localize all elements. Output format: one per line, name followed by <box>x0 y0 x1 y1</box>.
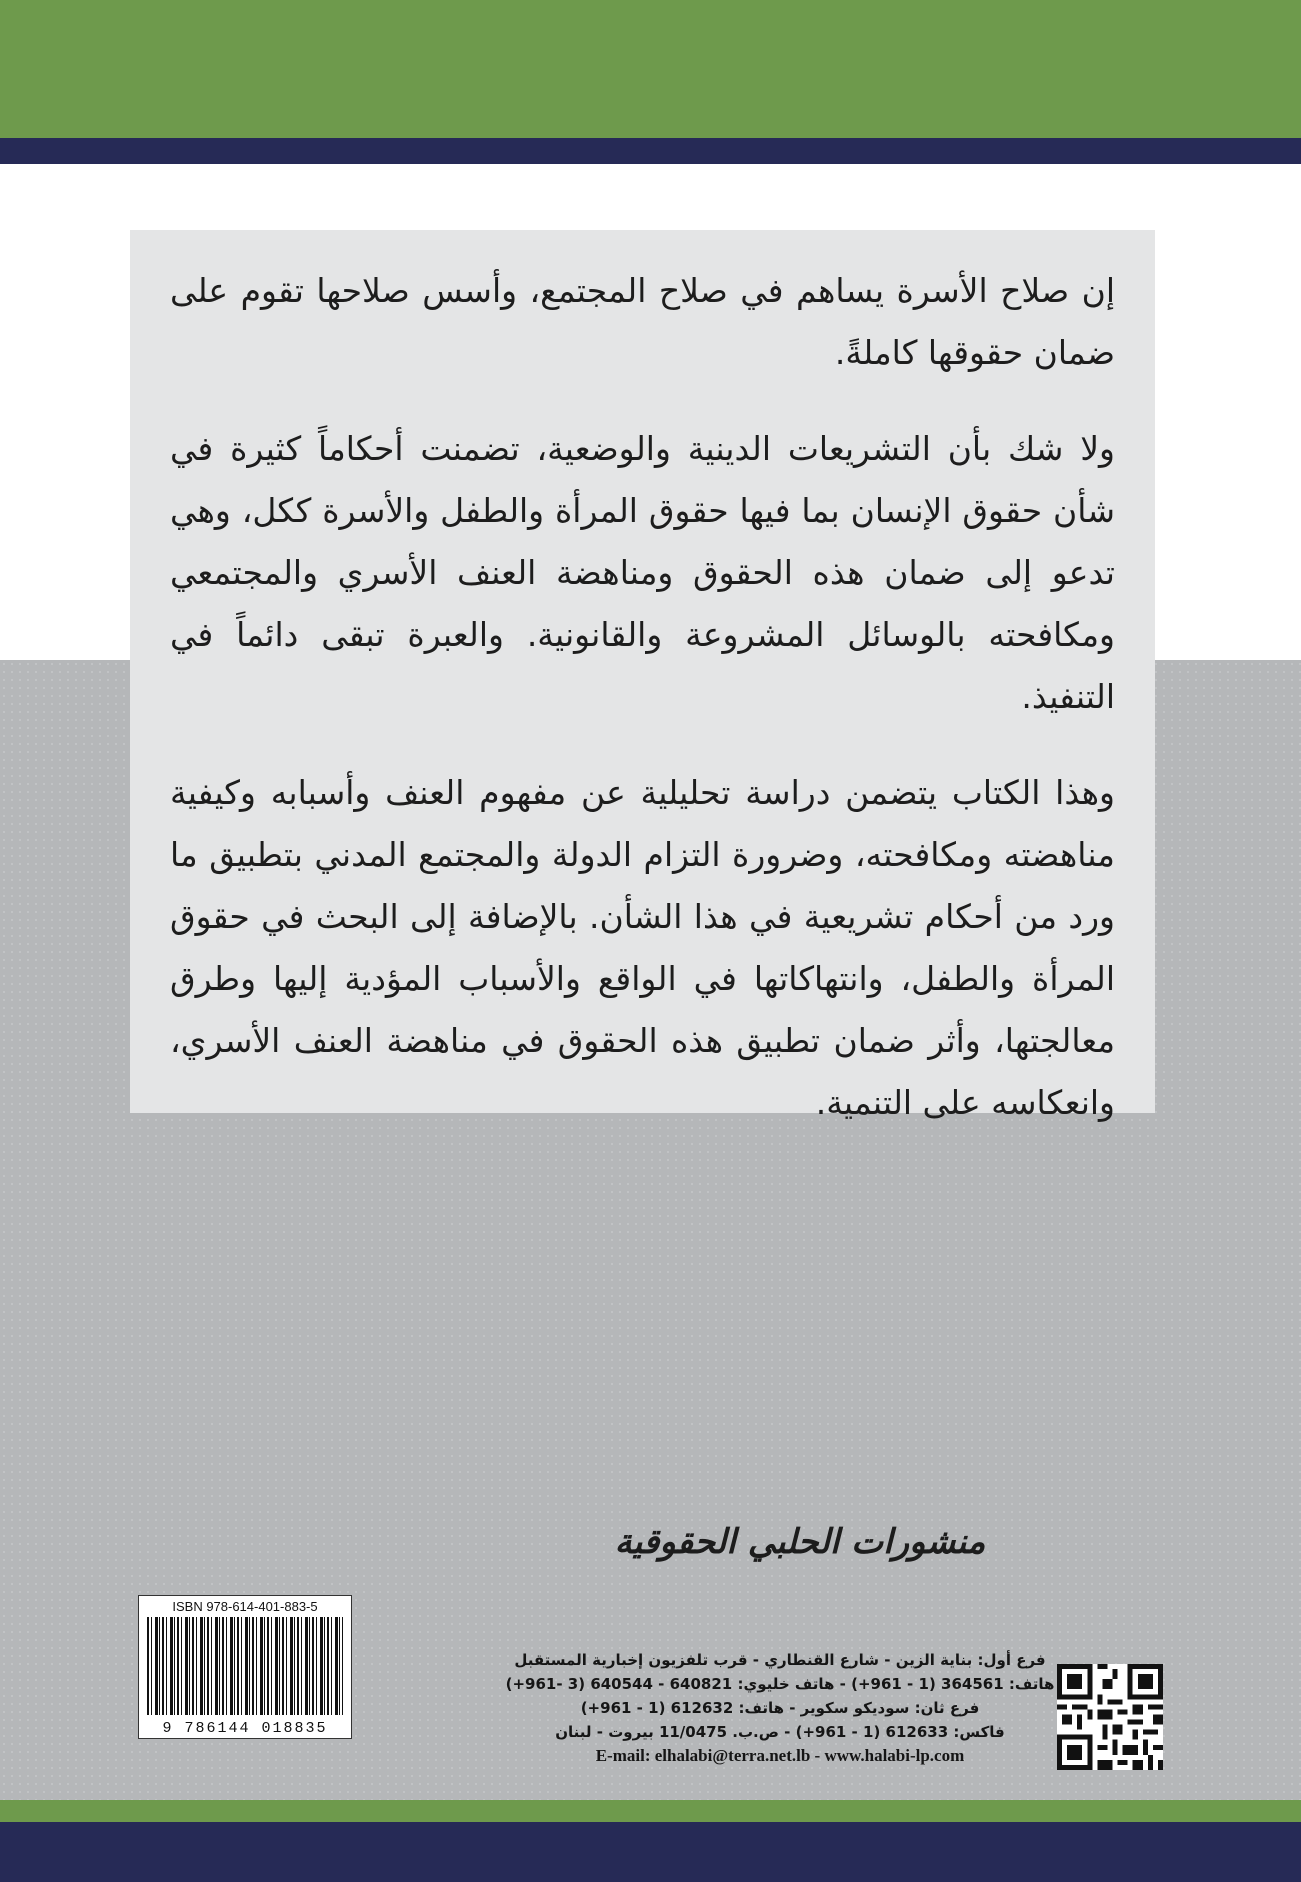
bottom-navy-band <box>0 1822 1301 1882</box>
blurb-paragraph-1: إن صلاح الأسرة يساهم في صلاح المجتمع، وأسس صلاحها تقوم على ضمان حقوقها كاملةً. <box>170 271 1115 372</box>
address-line-phones-1: هاتف: 364561 (1 - 961+) - هاتف خليوي: 640821 - 640544 (3 -961+) <box>505 1675 1055 1693</box>
barcode-number: 9 786144 018835 <box>139 1720 351 1737</box>
blurb-panel <box>130 230 1155 1122</box>
address-line-contact: E-mail: elhalabi@terra.net.lb - www.halabi-lp.com <box>595 1746 965 1765</box>
publisher-address <box>395 1648 1165 1768</box>
publisher-logo: منشورات الحلبي الحقوقية <box>614 1522 986 1562</box>
top-green-band <box>0 0 1301 138</box>
barcode-icon <box>147 1617 343 1715</box>
blurb-paragraph-3: وهذا الكتاب يتضمن دراسة تحليلية عن مفهوم العنف وأسبابه وكيفية مناهضته ومكافحته، وضرورة التزام الدولة والمجتمع المدني بتطبيق ما ورد من أحكام تشريعية في هذا الشأن. بالإضافة إلى البحث في حقوق المرأة والطفل، وانتهاكاتها في الواقع والأسباب المؤدية إليها وطرق معالجتها، وأثر ضمان تطبيق هذه الحقوق في مناهضة العنف الأسري، وانعكاسه على التنمية. <box>170 773 1115 1122</box>
address-line-branch-1: فرع أول: بناية الزين - شارع القنطاري - قرب تلفزيون إخبارية المستقبل <box>514 1651 1046 1669</box>
address-line-fax: فاكس: 612633 (1 - 961+) - ص.ب. 11/0475 بيروت - لبنان <box>555 1723 1005 1741</box>
bottom-green-stripe <box>0 1800 1301 1822</box>
address-line-branch-2: فرع ثان: سوديكو سكوير - هاتف: 612632 (1 - 961+) <box>580 1699 980 1717</box>
isbn-label: ISBN 978-614-401-883-5 <box>172 1599 318 1614</box>
qr-code-icon <box>1057 1664 1163 1770</box>
barcode <box>138 1595 352 1739</box>
top-navy-stripe <box>0 138 1301 164</box>
blurb-paragraph-2: ولا شك بأن التشريعات الدينية والوضعية، تضمنت أحكاماً كثيرة في شأن حقوق الإنسان بما فيها حقوق المرأة والطفل والأسرة ككل، وهي تدعو إلى ضمان هذه الحقوق ومناهضة العنف الأسري والمجتمعي ومكافحته بالوسائل المشروعة والقانونية. والعبرة تبقى دائماً في التنفيذ. <box>170 429 1115 716</box>
